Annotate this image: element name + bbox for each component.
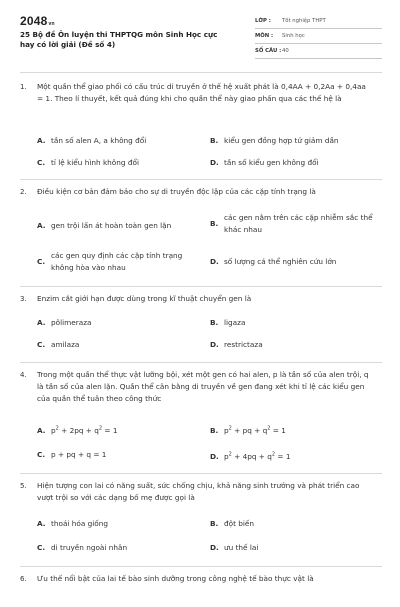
meta-row-class <box>255 14 382 29</box>
option-c[interactable] <box>37 339 197 351</box>
option-b[interactable] <box>210 317 370 329</box>
option-text: restrictaza <box>224 340 263 349</box>
option-letter: C. <box>37 158 46 167</box>
option-formula: $p^2 + 4pq + q^2 = 1$ <box>224 452 291 462</box>
option-text: tỉ lệ kiểu hình không đổi <box>51 158 139 167</box>
question-2 <box>20 179 382 286</box>
option-formula: $p^2$ + pq + $q^2 = 1$ <box>224 426 286 436</box>
option-letter: C. <box>37 257 46 266</box>
option-letter: A. <box>37 221 46 230</box>
meta-key: MÔN : <box>255 33 274 39</box>
meta-row-subject <box>255 29 382 44</box>
question-text: Trong một quần thể thực vật lưỡng bội, xét một gen có hai alen, p là tần số của alen trội, q là tần số của alen lặn. Quần thể cân bằng di truyền về gen đang xét khi tỉ lệ các kiểu gen của quần thể tuân theo công thức <box>37 370 369 403</box>
meta-key: SỐ CÂU : <box>255 48 282 54</box>
option-letter: B. <box>210 136 219 145</box>
option-text: gen trội lấn át hoàn toàn gen lặn <box>51 221 172 230</box>
question-number: 1. <box>20 83 27 91</box>
option-b[interactable] <box>210 212 380 236</box>
option-letter: C. <box>37 450 46 459</box>
option-c[interactable] <box>37 250 207 274</box>
option-a[interactable] <box>37 220 197 232</box>
option-letter: A. <box>37 519 46 528</box>
option-letter: B. <box>210 318 219 327</box>
question-4 <box>20 362 382 473</box>
option-text: tần số kiểu gen không đổi <box>224 158 319 167</box>
option-letter: D. <box>210 158 219 167</box>
option-d[interactable] <box>210 157 370 169</box>
meta-value: 40 <box>282 48 289 54</box>
option-letter: C. <box>37 340 46 349</box>
option-text: ligaza <box>224 318 246 327</box>
question-number: 2. <box>20 188 27 196</box>
option-text: pôlimeraza <box>51 318 92 327</box>
site-logo[interactable] <box>20 14 55 28</box>
option-d[interactable] <box>210 256 370 268</box>
question-5 <box>20 473 382 570</box>
option-text: tần số alen A, a không đổi <box>51 136 147 145</box>
option-letter: A. <box>37 136 46 145</box>
option-text: các gen quy định các cặp tính trạng không hòa vào nhau <box>51 251 183 272</box>
question-number: 4. <box>20 371 27 379</box>
option-c[interactable] <box>37 157 197 169</box>
option-formula: p + pq + q = 1 <box>51 450 107 459</box>
option-letter: D. <box>210 452 219 462</box>
option-text: ưu thế lai <box>224 543 259 552</box>
option-a[interactable] <box>37 135 197 147</box>
option-b[interactable] <box>210 135 370 147</box>
option-d[interactable] <box>210 339 370 351</box>
logo-text: 2048 <box>20 14 48 28</box>
option-letter: D. <box>210 257 219 266</box>
option-b[interactable] <box>210 423 370 437</box>
option-text: đột biến <box>224 519 255 528</box>
option-letter: C. <box>37 543 46 552</box>
question-number: 5. <box>20 482 27 490</box>
option-letter: D. <box>210 543 219 552</box>
option-b[interactable] <box>210 518 370 530</box>
option-c[interactable] <box>37 449 197 461</box>
option-text: kiểu gen đồng hợp tử giảm dần <box>224 136 339 145</box>
option-a[interactable] <box>37 423 197 437</box>
option-text: amilaza <box>51 340 80 349</box>
question-6 <box>20 566 382 607</box>
option-text: số lượng cá thể nghiên cứu lớn <box>224 257 337 266</box>
option-letter: B. <box>210 519 219 528</box>
page-header <box>20 14 382 62</box>
meta-value: Tốt nghiệp THPT <box>282 18 326 24</box>
question-1 <box>20 72 382 185</box>
question-text: Hiện tượng con lai có năng suất, sức chống chịu, khả năng sinh trưởng và phát triển cao vượt trội so với các dạng bố mẹ được gọi là <box>37 481 360 502</box>
meta-key: LỚP : <box>255 18 271 24</box>
exam-meta <box>255 14 382 59</box>
logo-suffix: vn <box>48 21 55 27</box>
question-text: Enzim cắt giới hạn được dùng trong kĩ thuật chuyển gen là <box>37 294 252 303</box>
option-d[interactable] <box>210 542 370 554</box>
exam-title: 25 Bộ đề Ôn luyện thi THPTQG môn Sinh Học cực hay có lời giải (Đề số 4) <box>20 30 218 49</box>
option-d[interactable] <box>210 449 370 463</box>
option-letter: A. <box>37 318 46 327</box>
option-letter: D. <box>210 340 219 349</box>
option-text: các gen nằm trên các cặp nhiễm sắc thể khác nhau <box>224 213 373 234</box>
option-letter: B. <box>210 219 219 228</box>
option-c[interactable] <box>37 542 197 554</box>
meta-value: Sinh học <box>282 33 305 39</box>
question-text: Ưu thế nổi bật của lai tế bào sinh dưỡng trong công nghệ tế bào thực vật là <box>37 574 314 583</box>
meta-row-count <box>255 44 382 59</box>
question-text: Một quần thể giao phối có cấu trúc di truyền ở thế hệ xuất phát là 0,4AA + 0,2Aa + 0,4aa = 1. Theo lí thuyết, kết quả đúng khi cho quần thể này giao phấn qua các thế hệ là <box>37 82 366 103</box>
option-letter: B. <box>210 426 219 436</box>
question-number: 6. <box>20 575 27 583</box>
question-text: Điều kiện cơ bản đảm bảo cho sự di truyền độc lập của các cặp tính trạng là <box>37 187 316 196</box>
option-formula: $p^2 + 2pq + q^2 = 1$ <box>51 426 118 436</box>
option-a[interactable] <box>37 518 197 530</box>
option-letter: A. <box>37 426 46 436</box>
question-number: 3. <box>20 295 27 303</box>
option-text: di truyền ngoài nhân <box>51 543 128 552</box>
option-text: thoái hóa giống <box>51 519 109 528</box>
option-a[interactable] <box>37 317 197 329</box>
question-3 <box>20 286 382 362</box>
